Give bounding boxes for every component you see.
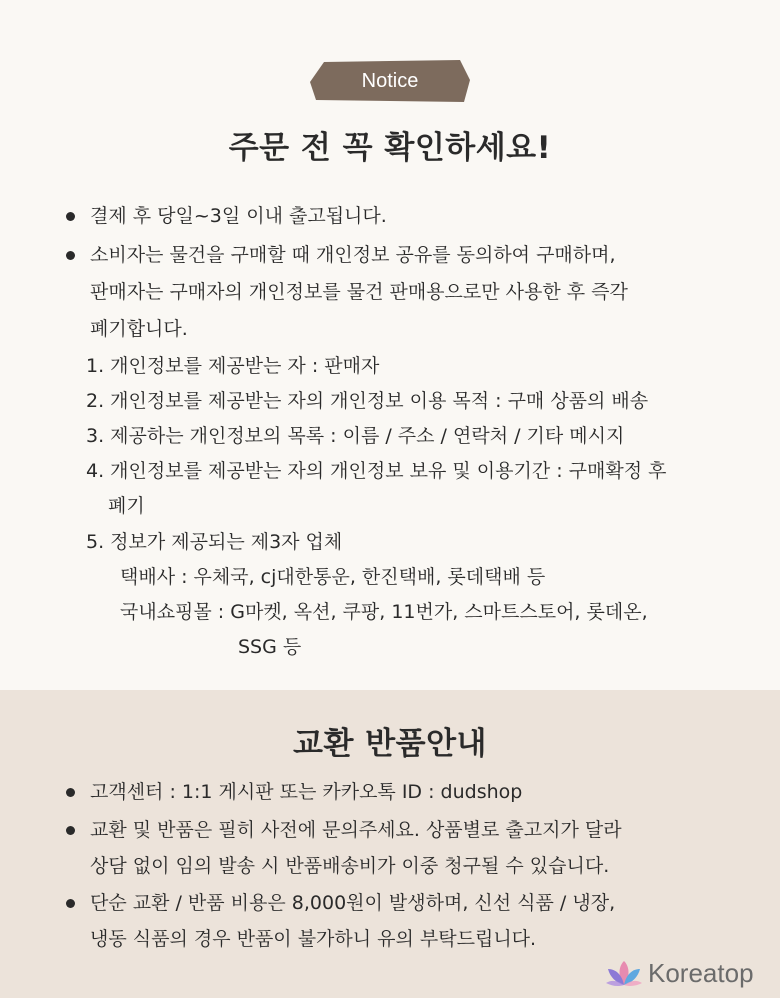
- lotus-icon: [604, 957, 644, 989]
- third-party-malls: 국내쇼핑몰 : G마켓, 옥션, 쿠팡, 11번가, 스마트스토어, 롯데온,: [120, 601, 648, 623]
- brand-name: Koreatop: [648, 958, 754, 988]
- numbered-item-5: 5. 정보가 제공되는 제3자 업체: [86, 531, 343, 553]
- exchange-bullet-2-line-2: 상담 없이 임의 발송 시 반품배송비가 이중 청구될 수 있습니다.: [90, 855, 610, 877]
- third-party-malls-cont: SSG 등: [238, 636, 302, 658]
- numbered-item-2: 2. 개인정보를 제공받는 자의 개인정보 이용 목적 : 구매 상품의 배송: [86, 390, 649, 412]
- exchange-bullet-1: 고객센터 : 1:1 게시판 또는 카카오톡 ID : dudshop: [90, 781, 523, 803]
- numbered-item-1: 1. 개인정보를 제공받는 자 : 판매자: [86, 355, 380, 377]
- notice-title: 주문 전 꼭 확인하세요!: [228, 130, 552, 166]
- exchange-bullet-3-line-2: 냉동 식품의 경우 반품이 불가하니 유의 부탁드립니다.: [90, 928, 537, 950]
- bullet-dot: [66, 251, 75, 260]
- third-party-couriers: 택배사 : 우체국, cj대한통운, 한진택배, 롯데택배 등: [120, 566, 546, 588]
- bullet-dot: [66, 826, 75, 835]
- brand-watermark: [604, 955, 774, 991]
- notice-bullet-2-line-3: 폐기합니다.: [90, 318, 188, 340]
- notice-bullet-2-line-1: 소비자는 물건을 구매할 때 개인정보 공유를 동의하여 구매하며,: [90, 244, 616, 266]
- numbered-item-3: 3. 제공하는 개인정보의 목록 : 이름 / 주소 / 연락처 / 기타 메시지: [86, 425, 625, 447]
- notice-badge: [310, 60, 470, 102]
- numbered-item-4-line-2: 폐기: [108, 495, 145, 517]
- bullet-dot: [66, 899, 75, 908]
- numbered-item-4-line-1: 4. 개인정보를 제공받는 자의 개인정보 보유 및 이용기간 : 구매확정 후: [86, 460, 667, 482]
- notice-badge-label: Notice: [361, 70, 419, 92]
- exchange-bullet-2-line-1: 교환 및 반품은 필히 사전에 문의주세요. 상품별로 출고지가 달라: [90, 819, 622, 841]
- bullet-dot: [66, 788, 75, 797]
- notice-bullet-2-line-2: 판매자는 구매자의 개인정보를 물건 판매용으로만 사용한 후 즉각: [90, 281, 628, 303]
- exchange-title: 교환 반품안내: [293, 726, 487, 762]
- bullet-dot: [66, 212, 75, 221]
- notice-bullet-1: 결제 후 당일~3일 이내 출고됩니다.: [90, 205, 387, 227]
- exchange-bullet-3-line-1: 단순 교환 / 반품 비용은 8,000원이 발생하며, 신선 식품 / 냉장,: [90, 892, 616, 914]
